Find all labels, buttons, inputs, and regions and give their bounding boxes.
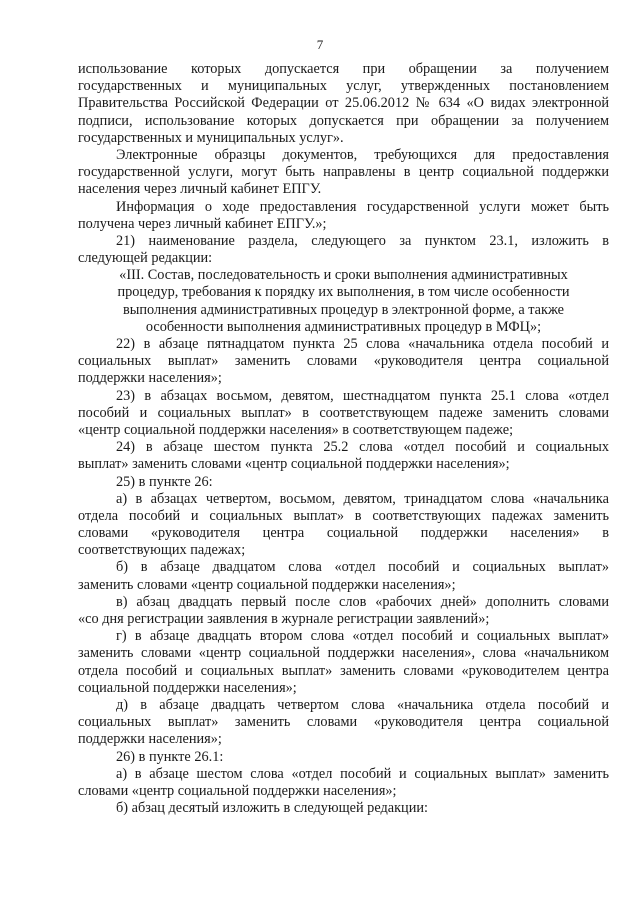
text-line: выполнения административных процедур в электронной форме, а также [123, 301, 564, 318]
text-line: государственных и муниципальных услуг». [78, 129, 344, 146]
text-line: заменить словами «центр социальной поддержки населения»; [78, 576, 456, 593]
text-line: 23) в абзацах восьмом, девятом, шестнадцатом пункта 25.1 слова «отдел [116, 387, 609, 404]
text-line: государственных и муниципальных услуг, утвержденных постановлением [78, 78, 609, 95]
text-line: Информация о ходе предоставления государственной услуги может быть [116, 198, 609, 215]
text-line: использование которых допускается при обращении за получением [78, 61, 609, 77]
text-line: «со дня регистрации заявления в журнале регистрации заявлений»; [78, 611, 490, 627]
text-line: населения через личный кабинет ЕПГУ. [78, 181, 322, 198]
text-line: отдела пособий и социальных выплат» заменить словами «руководителем центра [78, 662, 609, 679]
text-line: отдела пособий и социальных выплат» в соответствующих падежах заменить [78, 507, 609, 524]
text-line: д) в абзаце двадцать четвертом слова «начальника отдела пособий и [116, 696, 609, 713]
text-line: словами «центр социальной поддержки населения»; [78, 782, 397, 799]
text-line: в) абзац двадцать первый после слов «рабочих дней» дополнить словами [116, 593, 609, 610]
text-line: следующей редакции: [78, 250, 213, 267]
text-line: государственной услуги, могут быть направлены в центр социальной поддержки [78, 164, 609, 181]
text-line: «III. Состав, последовательность и сроки выполнения административных [119, 267, 568, 284]
text-line: получена через личный кабинет ЕПГУ.»; [78, 215, 327, 232]
text-line: подписи, использование которых допускается при обращении за получением [78, 112, 609, 129]
text-line: г) в абзаце двадцать втором слова «отдел пособий и социальных выплат» [116, 628, 609, 645]
text-line: выплат» заменить словами «центр социальной поддержки населения»; [78, 456, 510, 473]
text-line: Правительства Российской Федерации от 25.06.2012 № 634 «О видах электронной [78, 95, 609, 112]
text-line: поддержки населения»; [78, 731, 222, 748]
text-line: а) в абзацах четвертом, восьмом, девятом, тринадцатом слова «начальника [116, 490, 609, 507]
text-line: пособий и социальных выплат» в соответствующем падеже заменить словами [78, 404, 609, 421]
text-line: а) в абзаце шестом слова «отдел пособий и социальных выплат» заменить [116, 765, 609, 782]
text-line: 21) наименование раздела, следующего за пунктом 23.1, изложить в [116, 232, 609, 249]
text-line: 25) в пункте 26: [116, 473, 213, 490]
text-line: 22) в абзаце пятнадцатом пункта 25 слова «начальника отдела пособий и [116, 336, 609, 352]
text-line: социальных выплат» заменить словами «руководителя центра социальной [78, 714, 609, 731]
text-line: 26) в пункте 26.1: [116, 748, 224, 765]
text-line: Электронные образцы документов, требующихся для предоставления [116, 146, 609, 163]
text-line: особенности выполнения административных процедур в МФЦ»; [145, 318, 542, 335]
document-body [78, 61, 609, 817]
text-line: заменить словами «центр социальной поддержки населения», слова «начальником [78, 645, 609, 662]
page-number: 7 [316, 37, 324, 52]
text-line: социальной поддержки населения»; [78, 679, 297, 696]
text-line: социальных выплат» заменить словами «руководителя центра социальной [78, 353, 609, 370]
text-line: процедур, требования к порядку их выполнения, в том числе особенности [117, 284, 570, 301]
text-line: соответствующих падежах; [78, 542, 246, 559]
text-line: б) абзац десятый изложить в следующей редакции: [116, 800, 428, 817]
text-line: 24) в абзаце шестом пункта 25.2 слова «отдел пособий и социальных [116, 439, 609, 456]
text-line: поддержки населения»; [78, 370, 222, 387]
text-line: словами «руководителя центра социальной поддержки населения» в [78, 525, 609, 542]
text-line: «центр социальной поддержки населения» в соответствующем падеже; [78, 421, 514, 438]
text-line: б) в абзаце двадцатом слова «отдел пособий и социальных выплат» [116, 559, 609, 576]
